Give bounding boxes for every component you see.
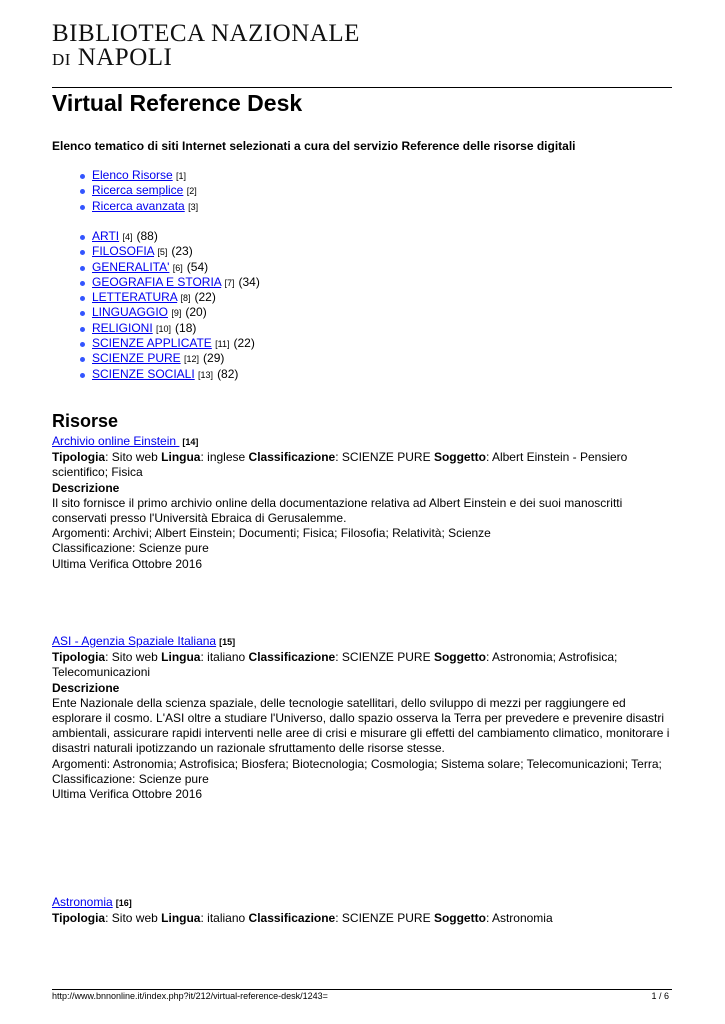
header-divider: [52, 87, 672, 88]
label-classificazione: Classificazione: [248, 911, 336, 926]
list-item: [92, 183, 198, 198]
category-count: (18): [175, 320, 197, 335]
resource-classificazione: Classificazione: Scienze pure: [52, 541, 209, 556]
label-descrizione: [52, 681, 672, 696]
category-link-letteratura[interactable]: LETTERATURA: [92, 290, 178, 305]
category-link-geografia-e-storia[interactable]: GEOGRAFIA E STORIA: [92, 274, 222, 289]
library-logo: [52, 22, 360, 72]
category-count: (23): [171, 244, 193, 259]
category-link-religioni[interactable]: RELIGIONI: [92, 320, 153, 335]
logo-line-2: [52, 46, 360, 72]
list-item: [92, 351, 260, 366]
category-count: (82): [217, 366, 239, 381]
resource-verifica: Ultima Verifica Ottobre 2016: [52, 556, 203, 571]
resource-link-asi[interactable]: ASI - Agenzia Spaziale Italiana: [52, 634, 217, 648]
resource-meta: Tipologia: Sito web Lingua: italiano Classificazione: SCIENZE PURE Soggetto: Astronomia: [52, 911, 553, 926]
nav-links-list: [52, 168, 198, 214]
resource-argomenti: Argomenti: Archivi; Albert Einstein; Documenti; Fisica; Filosofia; Relatività; Scienze: [52, 526, 491, 541]
footer-divider: [52, 989, 672, 990]
descrizione-heading: Descrizione: [52, 680, 120, 695]
link-ref: [13]: [198, 369, 214, 380]
resource-argomenti: Argomenti: Astronomia; Astrofisica; Biosfera; Biotecnologia; Cosmologia; Sistema solare; Telecomunicazioni; Terra;: [52, 756, 662, 771]
resource-entry: [52, 895, 672, 926]
value-classificazione: SCIENZE PURE: [341, 650, 431, 665]
list-item: [92, 290, 260, 305]
label-lingua: Lingua: [161, 911, 201, 926]
page-number: 1 / 6: [651, 991, 669, 1001]
label-tipologia: Tipologia: [52, 650, 106, 665]
category-link-scienze-sociali[interactable]: SCIENZE SOCIALI: [92, 366, 195, 381]
label-classificazione: Classificazione: [248, 450, 336, 465]
link-ref: [3]: [188, 201, 199, 212]
category-count: (22): [233, 336, 255, 351]
category-count: (34): [238, 274, 260, 289]
list-item: [92, 168, 198, 183]
nav-link-ricerca-semplice[interactable]: Ricerca semplice: [92, 183, 184, 198]
label-soggetto: Soggetto: [433, 450, 486, 465]
value-tipologia: Sito web: [111, 450, 158, 465]
resource-meta: Tipologia: Sito web Lingua: italiano Classificazione: SCIENZE PURE Soggetto: Astronomia; Astrofisica; Telecomunicazioni: [52, 650, 618, 680]
label-soggetto: Soggetto: [433, 911, 486, 926]
category-link-scienze-pure[interactable]: SCIENZE PURE: [92, 351, 181, 366]
category-list: [52, 229, 260, 382]
label-lingua: Lingua: [161, 650, 201, 665]
label-classificazione: Classificazione: [248, 650, 336, 665]
link-ref: [5]: [157, 247, 168, 258]
resource-entry: [52, 634, 672, 802]
list-item: [92, 260, 260, 275]
logo-line-1: BIBLIOTECA NAZIONALE: [52, 20, 360, 47]
category-count: (22): [194, 290, 216, 305]
value-tipologia: Sito web: [111, 911, 158, 926]
category-count: (88): [136, 229, 158, 243]
value-lingua: italiano: [207, 911, 246, 926]
label-descrizione: [52, 481, 672, 496]
link-ref: [9]: [171, 308, 182, 319]
link-ref: [7]: [224, 277, 235, 288]
value-classificazione: SCIENZE PURE: [341, 911, 431, 926]
resource-ref: [16]: [115, 898, 132, 908]
category-count: (29): [203, 351, 225, 366]
list-item: [92, 367, 260, 382]
value-soggetto: Astronomia: [491, 911, 553, 926]
list-item: [92, 275, 260, 290]
label-tipologia: Tipologia: [52, 450, 106, 465]
value-lingua: italiano: [207, 650, 246, 665]
resource-classificazione: Classificazione: Scienze pure: [52, 771, 209, 786]
resource-entry: [52, 434, 672, 572]
value-soggetto: Albert Einstein - Pensiero scientifico; Fisica: [52, 450, 628, 480]
link-ref: [6]: [172, 262, 183, 273]
resource-ref: [14]: [182, 437, 199, 447]
page-subtitle: Elenco tematico di siti Internet selezionati a cura del servizio Reference delle risorse digitali: [52, 139, 576, 153]
label-lingua: Lingua: [161, 450, 201, 465]
link-ref: [1]: [176, 171, 187, 181]
value-tipologia: Sito web: [111, 650, 158, 665]
resource-meta: Tipologia: Sito web Lingua: inglese Classificazione: SCIENZE PURE Soggetto: Albert Einstein - Pensiero scientifico; Fisica: [52, 450, 628, 480]
resource-description: Ente Nazionale della scienza spaziale, delle tecnologie satellitari, dello sviluppo di mezzi per raggiungere ed esplorare il cosmo. L'ASI oltre a studiare l'Universo, dallo spazio osserva la Terra per prevedere e prevenire disastri ambientali, assicurare rapidi interventi nelle aree di crisi e misurare gli effetti del cambiamento climatico, monitorare i disastri naturali ipotizzando un razionale sfruttamento delle risorse stesse.: [52, 695, 670, 756]
descrizione-heading: Descrizione: [52, 480, 120, 495]
category-count: (54): [186, 259, 209, 274]
resource-title-line: [52, 434, 672, 450]
category-link-linguaggio[interactable]: LINGUAGGIO: [92, 305, 169, 320]
footer-url: http://www.bnnonline.it/index.php?it/212/virtual-reference-desk/1243=: [52, 991, 328, 1001]
label-tipologia: Tipologia: [52, 911, 106, 926]
list-item: [92, 199, 198, 214]
resource-verifica: Ultima Verifica Ottobre 2016: [52, 787, 203, 802]
value-lingua: inglese: [207, 450, 246, 465]
value-classificazione: SCIENZE PURE: [341, 450, 431, 465]
nav-link-ricerca-avanzata[interactable]: Ricerca avanzata: [92, 198, 185, 213]
resource-ref: [15]: [219, 637, 236, 647]
list-item: [92, 321, 260, 336]
list-item: [92, 229, 260, 244]
logo-di: DI: [52, 50, 71, 69]
resource-title-line: [52, 895, 672, 911]
label-soggetto: Soggetto: [433, 650, 486, 665]
resource-link-astronomia[interactable]: Astronomia: [52, 895, 113, 909]
resource-link-archivio-einstein[interactable]: Archivio online Einstein: [52, 434, 180, 448]
list-item: [92, 336, 260, 351]
resource-title-line: [52, 634, 672, 650]
value-soggetto: Astronomia; Astrofisica; Telecomunicazioni: [52, 650, 618, 680]
list-item: [92, 244, 260, 259]
category-count: (20): [185, 305, 207, 320]
page-title: Virtual Reference Desk: [52, 90, 303, 116]
link-ref: [10]: [156, 323, 172, 334]
nav-link-elenco-risorse[interactable]: Elenco Risorse: [92, 168, 173, 182]
link-ref: [4]: [122, 232, 133, 242]
category-link-filosofia[interactable]: FILOSOFIA: [92, 244, 155, 259]
link-ref: [8]: [180, 293, 191, 304]
link-ref: [2]: [186, 186, 197, 197]
section-title-risorse: Risorse: [52, 411, 119, 431]
link-ref: [12]: [184, 354, 200, 365]
list-item: [92, 305, 260, 320]
category-link-generalita[interactable]: GENERALITA': [92, 259, 170, 274]
category-link-arti[interactable]: ARTI: [92, 229, 120, 243]
logo-napoli: NAPOLI: [77, 44, 173, 71]
category-link-scienze-applicate[interactable]: SCIENZE APPLICATE: [92, 336, 212, 351]
link-ref: [11]: [215, 339, 230, 350]
resource-description: Il sito fornisce il primo archivio online della documentazione relativa ad Albert Einstein e dei suoi manoscritti conservati presso l'Università Ebraica di Gerusalemme.: [52, 495, 623, 526]
